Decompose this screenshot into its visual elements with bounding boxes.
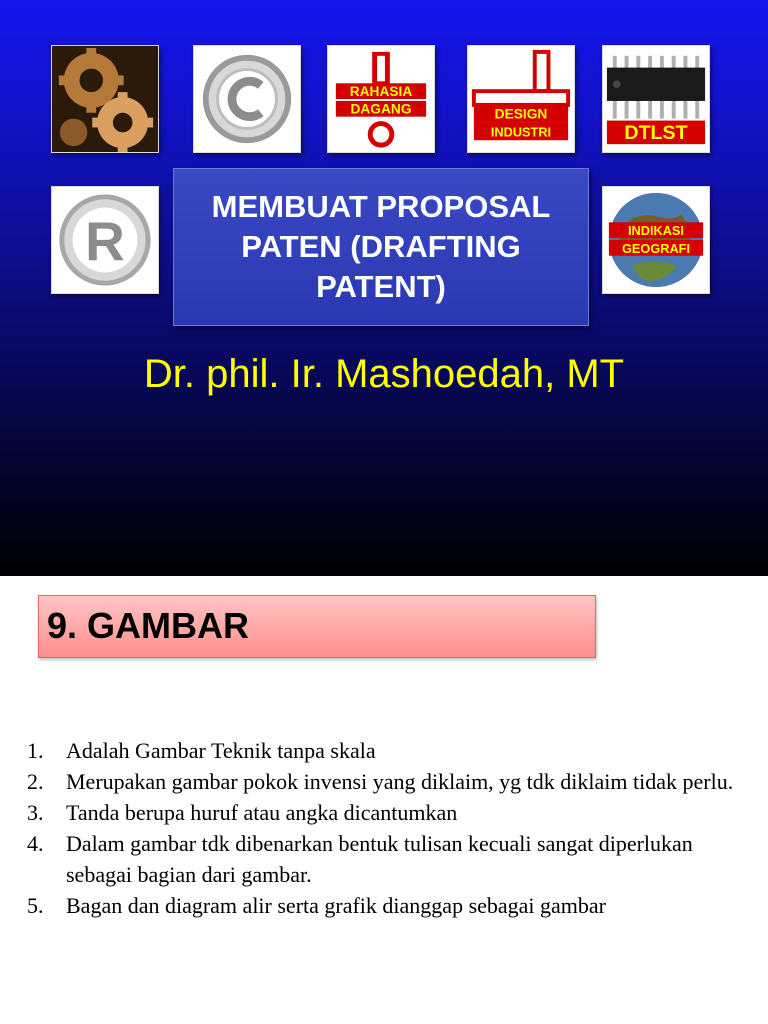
design-line2: INDUSTRI xyxy=(490,124,552,140)
list-number: 1. xyxy=(27,738,44,763)
list-text: Adalah Gambar Teknik tanpa skala xyxy=(66,738,376,763)
copyright-icon xyxy=(193,45,301,153)
svg-text:R: R xyxy=(85,210,125,273)
numbered-list xyxy=(24,735,734,921)
registered-trademark-icon xyxy=(51,186,159,294)
list-item xyxy=(24,890,734,921)
section-heading: 9. GAMBAR xyxy=(47,605,250,646)
list-number: 4. xyxy=(27,831,44,856)
list-text: Merupakan gambar pokok invensi yang diklaim, yg tdk diklaim tidak perlu. xyxy=(66,769,734,794)
slide-title: MEMBUAT PROPOSAL PATEN (DRAFTING PATENT) xyxy=(211,189,551,304)
rahasia-line2: DAGANG xyxy=(350,101,412,117)
list-number: 3. xyxy=(27,800,44,825)
dtlst-label: DTLST xyxy=(624,122,688,145)
geo-line2: GEOGRAFI xyxy=(621,240,691,256)
trade-secret-icon xyxy=(327,45,435,153)
list-number: 5. xyxy=(27,893,44,918)
geo-line1: INDIKASI xyxy=(628,223,684,239)
list-item xyxy=(24,828,734,890)
list-text: Tanda berupa huruf atau angka dicantumkan xyxy=(66,800,458,825)
industrial-design-icon xyxy=(467,45,575,153)
list-item xyxy=(24,735,734,766)
design-line1: DESIGN xyxy=(494,106,548,122)
globe-icon xyxy=(602,186,710,294)
author-name: Dr. phil. Ir. Mashoedah, MT xyxy=(143,352,625,396)
chip-icon xyxy=(602,45,710,153)
gears-icon xyxy=(51,45,159,153)
list-item xyxy=(24,766,734,797)
list-text: Dalam gambar tdk dibenarkan bentuk tulisan kecuali sangat diperlukan sebagai bagian dari gambar. xyxy=(66,831,693,887)
list-text: Bagan dan diagram alir serta grafik dianggap sebagai gambar xyxy=(66,893,606,918)
list-item xyxy=(24,797,734,828)
list-number: 2. xyxy=(27,769,44,794)
rahasia-line1: RAHASIA xyxy=(349,84,413,100)
heading-box xyxy=(38,595,596,658)
title-box xyxy=(173,168,589,326)
